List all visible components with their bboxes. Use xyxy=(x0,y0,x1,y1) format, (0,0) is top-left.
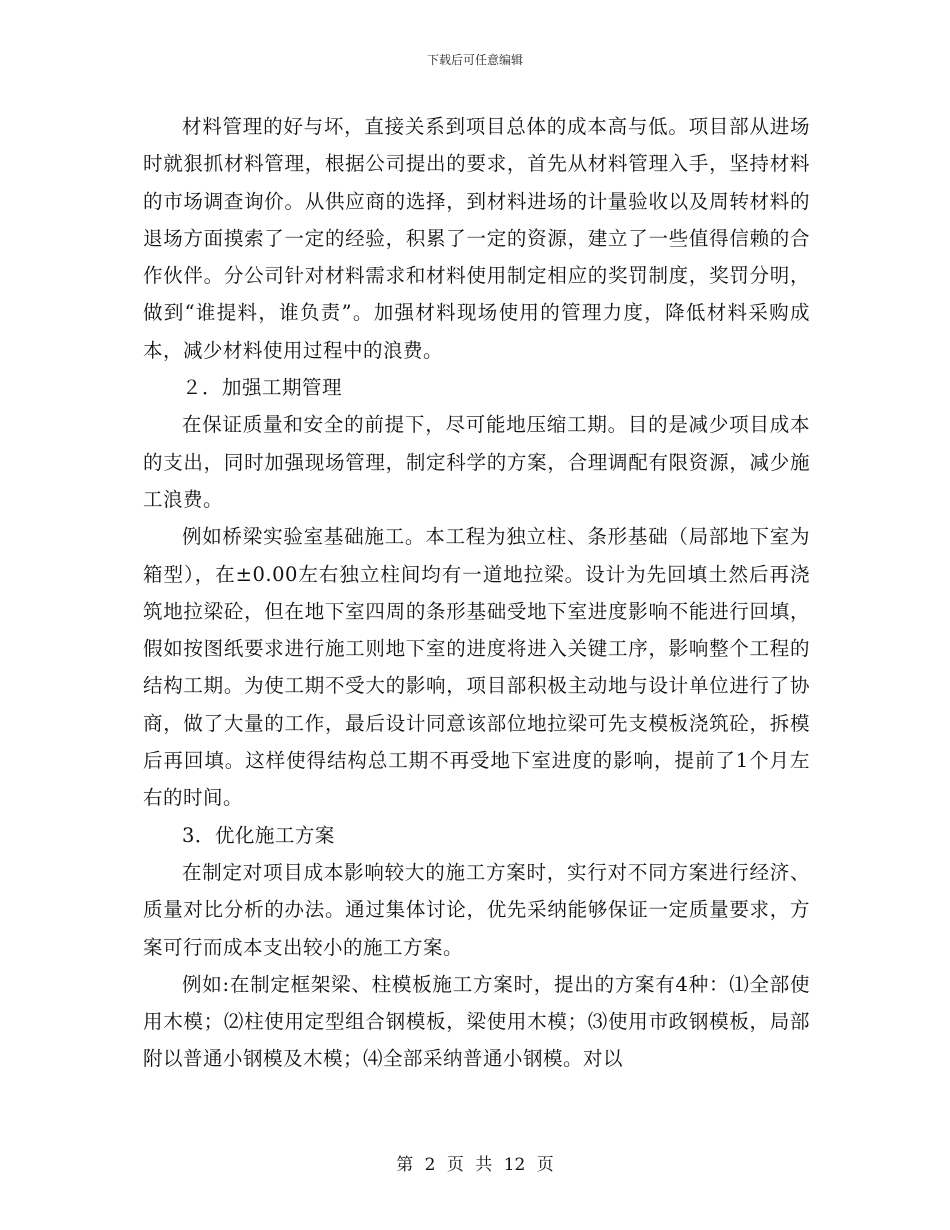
paragraph-material-management: 材料管理的好与坏，直接关系到项目总体的成本高与低。项目部从进场时就狠抓材料管理，根据公司提出的要求，首先从材料管理入手，坚持材料的市场调查询价。从供应商的选择，到材料进场的计量验收以及周转材料的退场方面摸索了一定的经验，积累了一定的资源，建立了一些值得信赖的合作伙伴。分公司针对材料需求和材料使用制定相应的奖罚制度，奖罚分明，做到“谁提料，谁负责”。加强材料现场使用的管理力度，降低材料采购成本，减少材料使用过程中的浪费。 xyxy=(143,115,810,362)
paragraph-plan-comparison: 在制定对项目成本影响较大的施工方案时，实行对不同方案进行经济、质量对比分析的办法。通过集体讨论，优先采纳能够保证一定质量要求，方案可行而成本支出较小的施工方案。 xyxy=(143,860,810,959)
document-body xyxy=(143,108,810,1078)
paragraph-formwork-example: 例如:在制定框架梁、柱模板施工方案时，提出的方案有4种：⑴全部使用木模；⑵柱使用定型组合钢模板，梁使用木模；⑶使用市政钢模板，局部附以普通小钢模及木模；⑷全部采纳普通小钢模。对以 xyxy=(143,972,810,1071)
paragraph-schedule-intro: 在保证质量和安全的前提下，尽可能地压缩工期。目的是减少项目成本的支出，同时加强现场管理，制定科学的方案，合理调配有限资源，减少施工浪费。 xyxy=(143,413,810,511)
page-header: 下载后可任意编辑 xyxy=(426,53,523,67)
section-heading-construction-plan: 3．优化施工方案 xyxy=(182,823,335,847)
paragraph-bridge-lab-example: 例如桥梁实验室基础施工。本工程为独立柱、条形基础（局部地下室为箱型），在±0.00左右独立柱间均有一道地拉梁。设计为先回填土然后再浇筑地拉梁砼，但在地下室四周的条形基础受地下室进度影响不能进行回填，假如按图纸要求进行施工则地下室的进度将进入关键工序，影响整个工程的结构工期。为使工期不受大的影响，项目部积极主动地与设计单位进行了协商，做了大量的工作，最后设计同意该部位地拉梁可先支模板浇筑砼，拆模后再回填。这样使得结构总工期不再受地下室进度的影响，提前了1个月左右的时间。 xyxy=(143,525,810,810)
page-footer-page-number: 第 2 页 共 12 页 xyxy=(396,1155,554,1175)
section-heading-schedule: ２．加强工期管理 xyxy=(182,376,343,400)
